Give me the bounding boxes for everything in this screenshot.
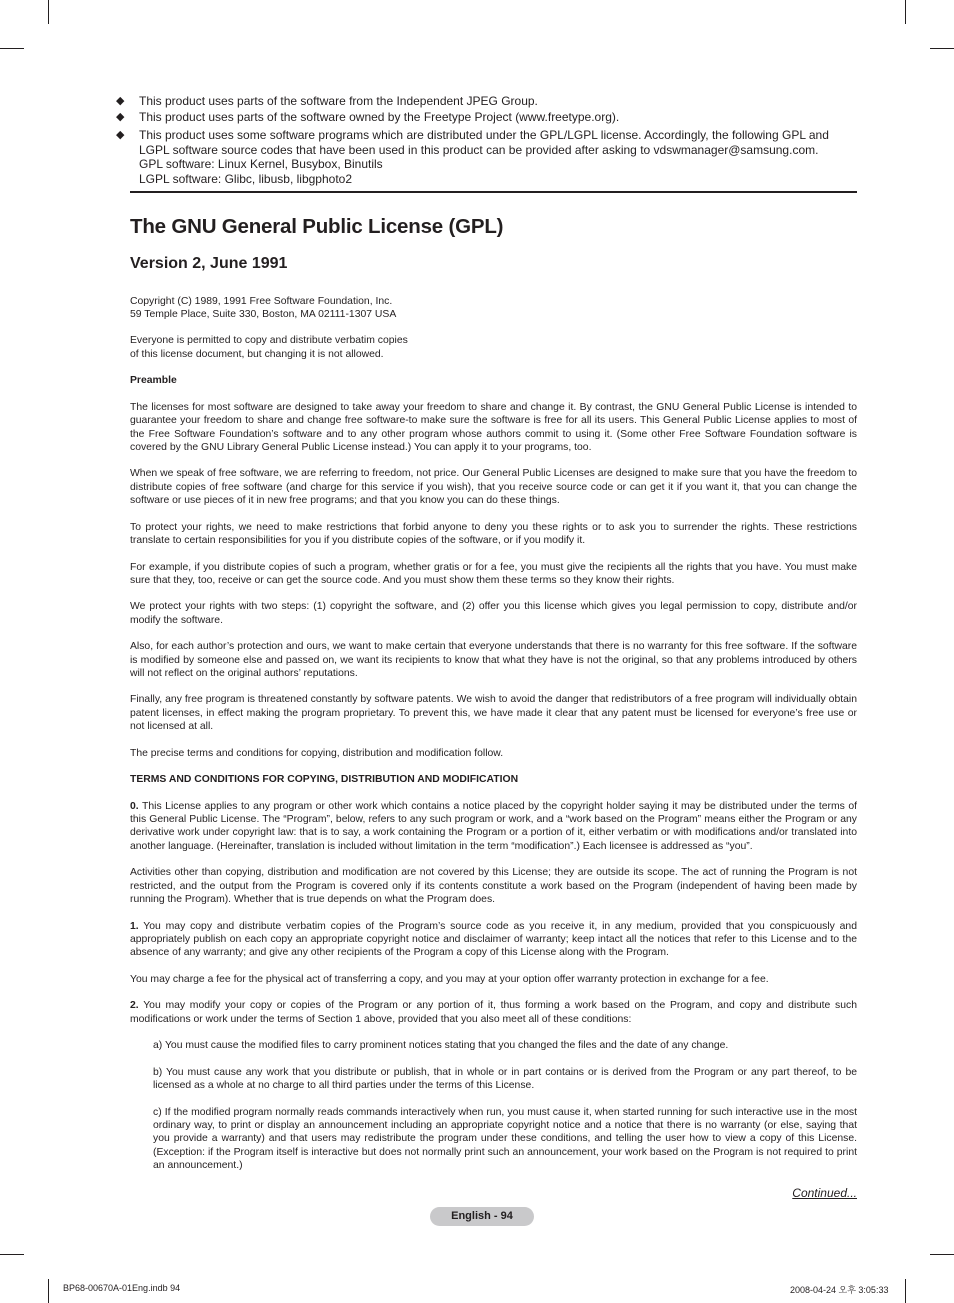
crop-mark [0,1254,24,1255]
preamble-heading: Preamble [130,375,177,387]
copyright-line: Copyright (C) 1989, 1991 Free Software Foundation, Inc. [130,295,393,307]
section-number: 2. [130,1000,139,1012]
bullet-line: This product uses parts of the software owned by the Freetype Project (www.freetype.org). [139,109,620,124]
preamble-paragraph: Also, for each author’s protection and ours, we want to make certain that everyone understands that there is no warranty for this free software. If the software is modified by someone else and passed on, we want its recipients to know that what they have is not the original, so that any problems introduced by others will not reflect on the original authors’ reputations. [130,641,857,679]
bullet-line: This product uses parts of the software from the Independent JPEG Group. [139,94,538,108]
page-number-badge: English - 94 [430,1207,534,1226]
page-content [116,94,857,1185]
bullet-line: This product uses some software programs which are distributed under the GPL/LGPL license. Accordingly, the following GPL and [139,128,829,143]
diamond-bullet-icon: ◆ [116,95,125,107]
preamble-paragraph: When we speak of free software, we are referring to freedom, not price. Our General Public Licenses are designed to make sure that you have the freedom to distribute copies of free software (and charge for this service if you wish), that you receive source code or can get it if you want it, that you can change the software or use pieces of it in new free programs; and that you know you can do these things. [130,468,857,507]
diamond-bullet-icon: ◆ [116,129,125,142]
permission-block [130,334,857,361]
condition-a: a) You must cause the modified files to carry prominent notices stating that you changed the files and the date of any change. [153,1040,729,1052]
diamond-bullet-icon: ◆ [116,110,125,123]
license-body [130,295,857,1173]
permission-line: Everyone is permitted to copy and distribute verbatim copies [130,335,408,347]
terms-heading: TERMS AND CONDITIONS FOR COPYING, DISTRIBUTION AND MODIFICATION [130,774,519,786]
section-1 [130,920,857,960]
copyright-line: 59 Temple Place, Suite 330, Boston, MA 02111-1307 USA [130,308,397,320]
crop-mark [48,0,49,24]
section-2 [130,999,857,1026]
crop-mark [930,48,954,49]
preamble-paragraph: To protect your rights, we need to make restrictions that forbid anyone to deny you these rights or to ask you to surrender the rights. These restrictions translate to certain responsibilities for you if you distribute copies of the software, or if you modify it. [130,521,857,546]
preamble-paragraph: Finally, any free program is threatened constantly by software patents. We wish to avoid the danger that redistributors of a free program will individually obtain patent licenses, in effect making the program proprietary. To prevent this, we have made it clear that any patent must be licensed for everyone’s free use or not licensed at all. [130,694,857,733]
crop-mark [0,48,24,49]
print-slug-timestamp: 2008-04-24 오후 3:05:33 [790,1285,889,1295]
bullet-item [116,94,857,109]
condition-b: b) You must cause any work that you distribute or publish, that in whole or in part contains or is derived from the Program or any part thereof, to be licensed as a whole at no charge to all third parties under the terms of this License. [153,1066,857,1092]
continued-link: Continued... [792,1186,857,1200]
preamble-paragraph: The precise terms and conditions for copying, distribution and modification follow. [130,747,504,759]
crop-mark [930,1254,954,1255]
crop-mark [905,0,906,24]
section-text: This License applies to any program or other work which contains a notice placed by the copyright holder saying it may be distributed under the terms of this General Public License. The “Program”, below, refers to any such program or work, and a “work based on the Program” means either the Program or any derivative work under copyright law: that is to say, a work containing the Program or a portion of it, either verbatim or with modifications and/or translated into another language. (Hereinafter, translation is included without limitation in the term “modification”.) Each licensee is addressed as “you”. [130,800,857,852]
section-text: You may copy and distribute verbatim copies of the Program’s source code as you receive it, in any medium, provided that you conspicuously and appropriately publish on each copy an appropriate copyright notice and disclaimer of warranty; keep intact all the notices that refer to this License and to the absence of any warranty; and give any other recipients of the Program a copy of this License along with the Program. [130,920,857,959]
bullet-item [116,128,857,186]
copyright-block [130,295,857,322]
section-text: You may modify your copy or copies of the Program or any portion of it, thus forming a work based on the Program, and copy and distribute such modifications or work under the terms of Section 1 above, provided that you also meet all of these conditions: [130,1000,857,1025]
permission-line: of this license document, but changing it is not allowed. [130,348,384,360]
section-0 [130,800,857,853]
section-number: 1. [130,920,139,932]
section-1-continued: You may charge a fee for the physical act of transferring a copy, and you may at your option offer warranty protection in exchange for a fee. [130,973,769,985]
page-subtitle: Version 2, June 1991 [130,254,288,272]
crop-mark [48,1279,49,1303]
preamble-paragraph: We protect your rights with two steps: (1) copyright the software, and (2) offer you this license which gives you legal permission to copy, distribute and/or modify the software. [130,601,857,626]
section-0-continued: Activities other than copying, distribution and modification are not covered by this License; they are outside its scope. The act of running the Program is not restricted, and the output from the Program is covered only if its contents constitute a work based on the Program (independent of having been made by running the Program). Whether that is true depends on what the Program does. [130,867,857,905]
bullet-line: LGPL software source codes that have been used in this product can be provided after asking to vdswmanager@samsung.com. [139,142,819,157]
print-slug-file: BP68-00670A-01Eng.indb 94 [63,1283,181,1293]
preamble-paragraph: The licenses for most software are designed to take away your freedom to share and change it. By contrast, the GNU General Public License is intended to guarantee your freedom to share and change free software-to make sure the software is free for all its users. This General Public License applies to most of the Free Software Foundation’s software and to any other program whose authors commit to using it. (Some other Free Software Foundation software is covered by the GNU Library General Public License instead.) You can apply it to your programs, too. [130,401,857,453]
section-divider [130,191,857,193]
bullet-item [116,109,857,125]
section-number: 0. [130,800,139,812]
bullet-line: GPL software: Linux Kernel, Busybox, Binutils [139,157,383,172]
notice-bullets [116,94,857,187]
page-title: The GNU General Public License (GPL) [130,214,504,238]
crop-mark [905,1279,906,1303]
bullet-line: LGPL software: Glibc, libusb, libgphoto2 [139,171,353,186]
preamble-paragraph: For example, if you distribute copies of such a program, whether gratis or for a fee, you must give the recipients all the rights that you have. You must make sure that they, too, receive or can get the source code. And you must show them these terms so they know their rights. [130,561,857,586]
condition-c: c) If the modified program normally reads commands interactively when run, you must cause it, when started running for such interactive use in the most ordinary way, to print or display an announcement including an appropriate copyright notice and a notice that there is no warranty (or else, saying that you provide a warranty) and that users may redistribute the program under these conditions, and telling the user how to view a copy of this License. (Exception: if the Program itself is interactive but does not normally print such an announcement, your work based on the Program is not required to print an announcement.) [153,1106,857,1171]
